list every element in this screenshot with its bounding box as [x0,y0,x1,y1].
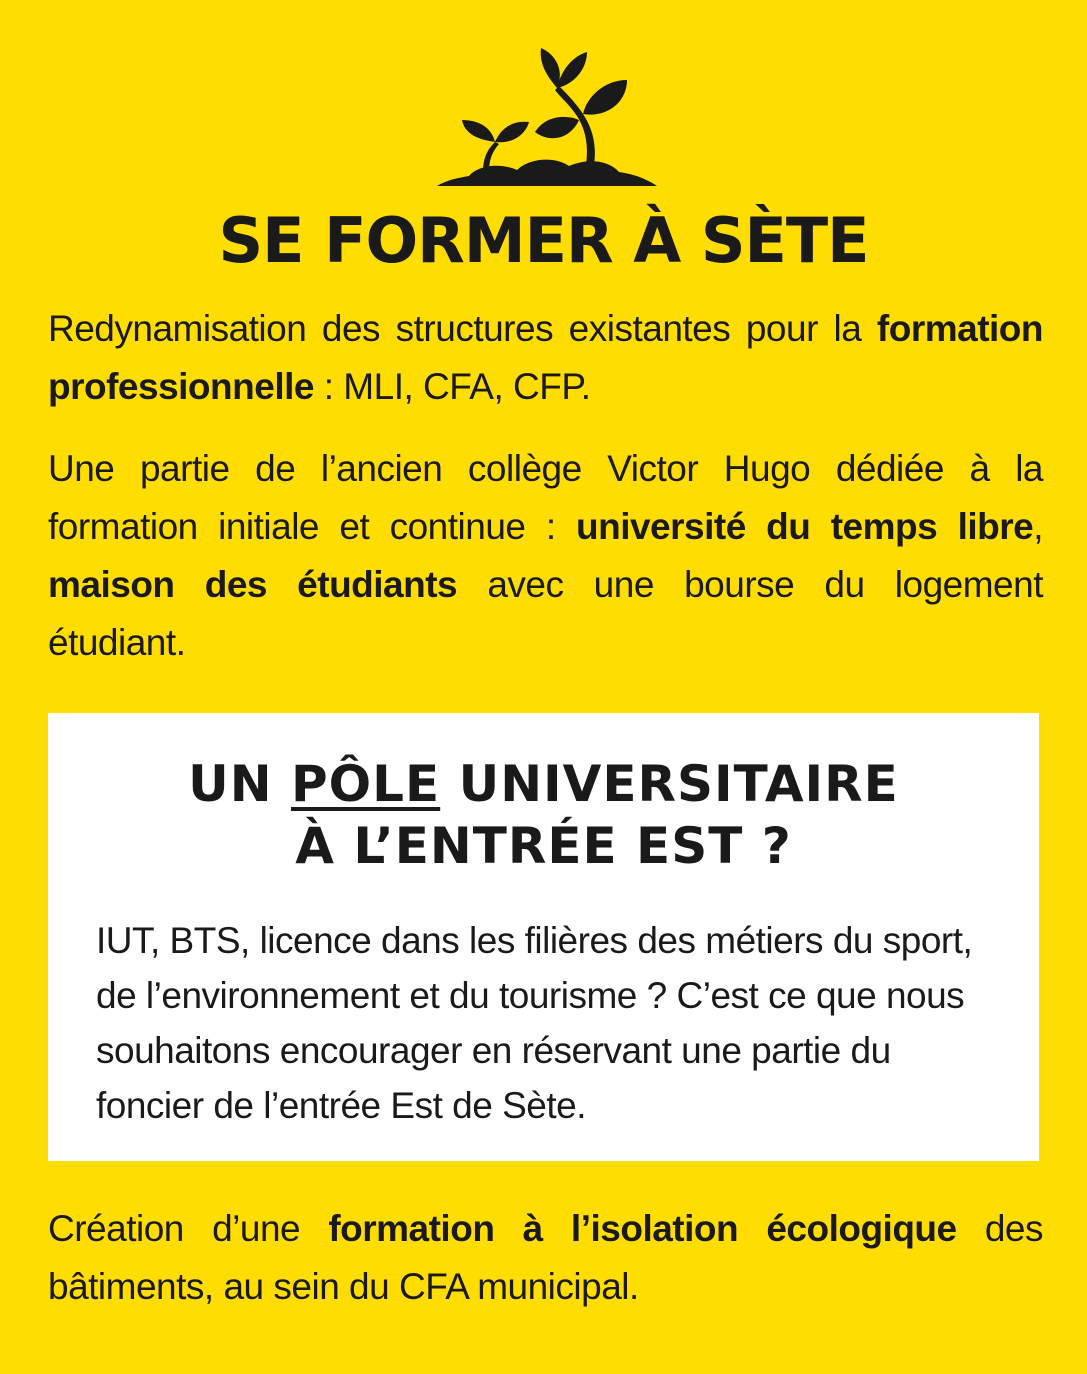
paragraph-college-victor-hugo: Une partie de l’ancien collège Victor Hugo dédiée à la formation initiale et continue : université du temps libre, maison des étudiants avec une bourse du logement étudiant. [48,448,1043,663]
paragraph-isolation-ecologique: Création d’une formation à l’isolation écologique des bâtiments, au sein du CFA municipal. [48,1208,1043,1307]
sprouts-icon [437,40,657,190]
pole-universitaire-box [48,713,1039,1161]
page-title: SE FORMER À SÈTE [218,204,869,277]
box-text: IUT, BTS, licence dans les filières des métiers du sport, de l’environnement et du tourisme ? C’est ce que nous souhaitons encourager en réservant une partie du foncier de l’entrée Est de Sète. [96,920,973,1126]
paragraph-formation-professionnelle: Redynamisation des structures existantes pour la formation professionnelle : MLI, CFA, CFP. [48,308,1043,407]
box-title: UN PÔLE UNIVERSITAIRE À L’ENTRÉE EST ? [188,755,899,875]
